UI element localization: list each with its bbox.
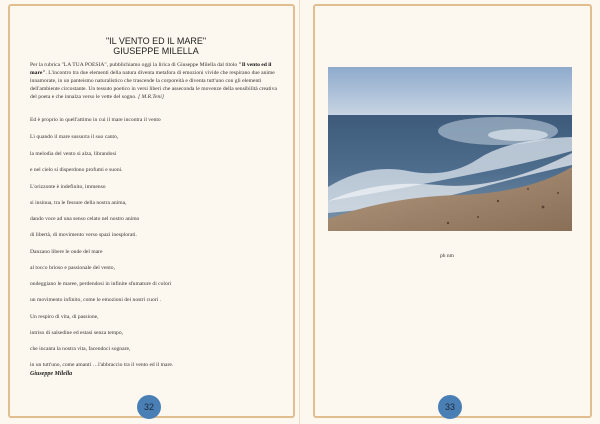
- sea-photo: [328, 67, 572, 231]
- sea-photo-image: [328, 67, 572, 231]
- poem-line: Danzano libere le onde del mare: [30, 249, 103, 255]
- poem-line: che incanta la nostra vita, facendoci sognare,: [30, 346, 131, 352]
- intro-signature: [ M.R.Teni]: [137, 93, 165, 100]
- author-signature: Giuseppe Milella: [30, 371, 73, 377]
- photo-credit: ph nm: [440, 253, 454, 259]
- poem-line: un movimento infinito, come le emozioni dei nostri cuori .: [30, 297, 161, 303]
- poem-line: L'orizzonte è indefinito, immenso: [30, 184, 106, 190]
- poem-line: dando voce ad una senso celato nel nostro animo: [30, 216, 140, 222]
- poem-line: si insinua, tra le fessure della nostra anima,: [30, 200, 127, 206]
- poem-line: ondeggiano le maree, perdendosi in infinite sfumature di colori: [30, 281, 172, 287]
- poem-line: la melodia del vento si alza, librandosi: [30, 151, 117, 157]
- intro-bold-title: "Il vento ed il mare": [30, 62, 272, 76]
- poem-title-line: "IL VENTO ED IL MARE": [105, 36, 207, 46]
- page-number-badge: 33: [438, 395, 462, 419]
- intro-paragraph: [30, 62, 284, 102]
- poem-author-heading: GIUSEPPE MILELLA: [113, 46, 199, 56]
- poem-line: in un tutt'uno, come amanti …l'abbraccio tra il vento ed il mare.: [30, 362, 174, 368]
- poem-line: Lì quando il mare sussurra il suo canto,: [30, 134, 119, 140]
- page-number-badge: 32: [137, 395, 161, 419]
- poem-line: di libertà, di movimento verso spazi inesplorati.: [30, 232, 137, 238]
- intro-text-start: Per la rubrica "LA TUA POESIA", pubblichiamo oggi la lirica di Giuseppe Milella dal titolo: [30, 62, 239, 68]
- poem-line: Un respiro di vita, di passione,: [30, 314, 99, 320]
- intro-text-rest: . L'incontro tra due elementi della natura diventa metafora di emozioni vivide che respirano due anime innamorate, in un panteismo naturalistico che trascende la corporeità e diventa tutt'uno con gli elementi dell'ambiente circostante. Un tessuto poetico in versi liberi che asseconda le movenze della sensibilità creativa del poeta e che innalza verso le vette del sogno.: [30, 69, 277, 100]
- poem-title: [20, 36, 292, 56]
- poem-line: Ed è proprio in quell'attimo in cui il mare incontra il vento: [30, 117, 161, 123]
- poem-line: intriso di salsedine ed estasi senza tempo,: [30, 330, 124, 336]
- poem-line: al tocco brioso e passionale del vento,: [30, 265, 115, 271]
- right-page: [300, 0, 600, 424]
- poem-line: e nel cielo si disperdono profumi e suoni.: [30, 167, 123, 173]
